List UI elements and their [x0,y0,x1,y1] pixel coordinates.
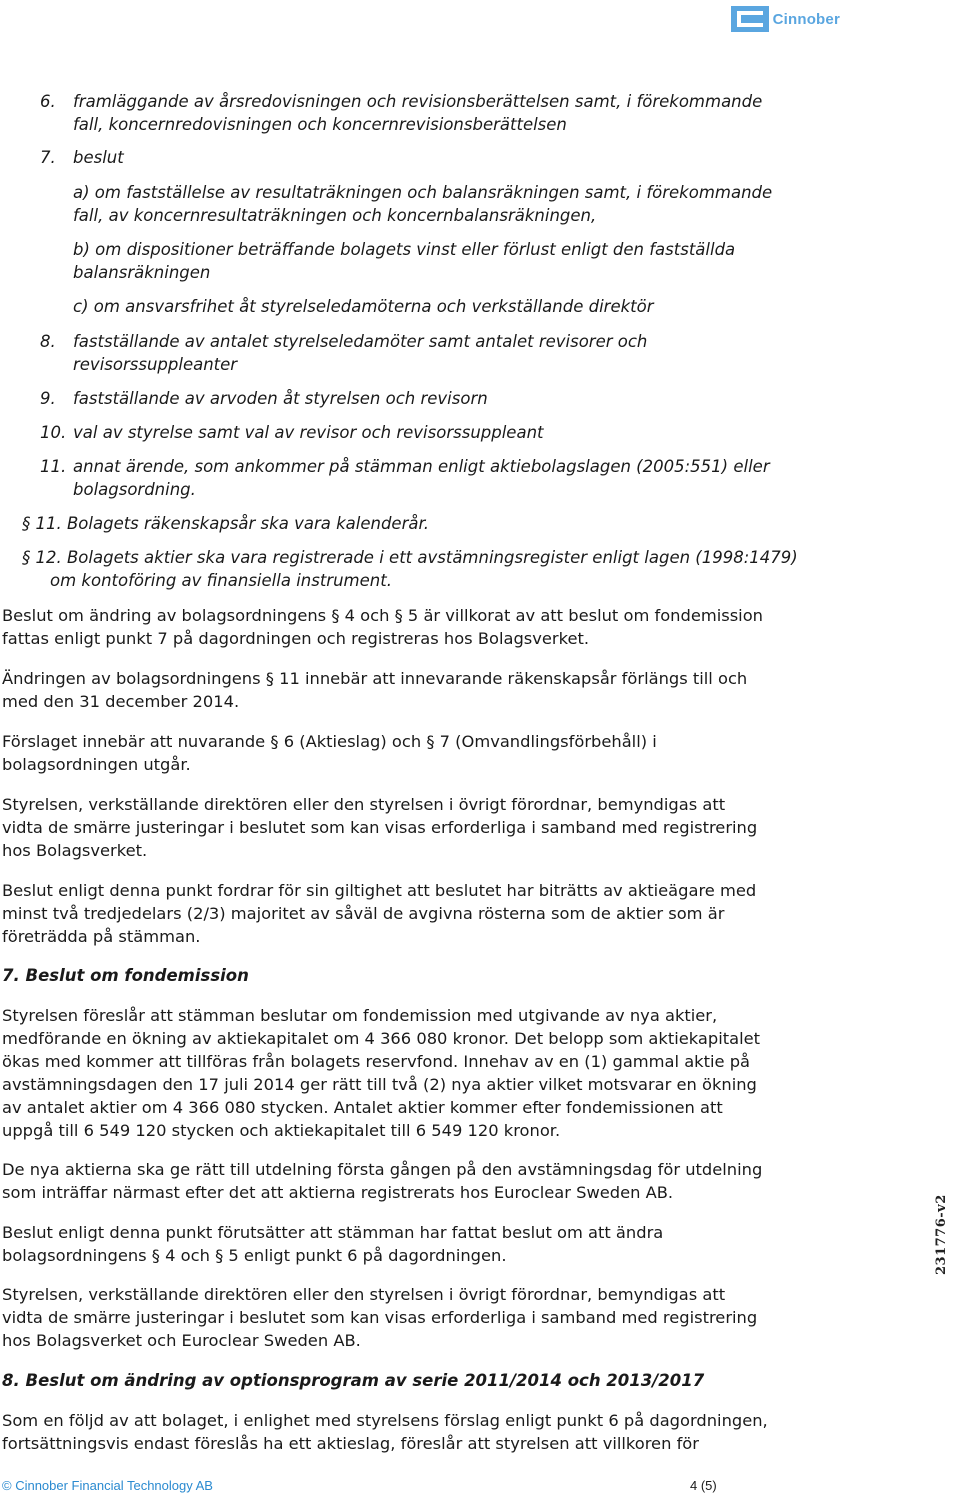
paragraph-line: bolagsordningens § 4 och § 5 enligt punkt 6 på dagordningen. [2,1246,507,1265]
paragraph-line: med den 31 december 2014. [2,692,240,711]
item-number: 8. [40,332,56,351]
paragraph-line: Beslut enligt denna punkt förutsätter att stämman har fattat beslut om att ändra [2,1223,664,1242]
list-item-text: revisorssuppleanter [73,355,238,374]
page-number: 4 (5) [690,1478,717,1493]
section-11: § 11. Bolagets räkenskapsår ska vara kalenderår. [22,514,429,533]
list-item-text: fastställande av antalet styrelseledamöter samt antalet revisorer och [73,332,648,351]
paragraph-line: fortsättningsvis endast föreslås ha ett aktieslag, föreslår att styrelsen att villkoren för [2,1434,699,1453]
list-item-text: b) om dispositioner beträffande bolagets vinst eller förlust enligt den fastställda [73,240,736,259]
list-item-text: beslut [73,148,124,167]
paragraph-line: minst två tredjedelars (2/3) majoritet av såväl de avgivna rösterna som de aktier som är [2,904,725,923]
item-number: 9. [40,389,56,408]
paragraph-line: bolagsordningen utgår. [2,755,191,774]
paragraph-line: Förslaget innebär att nuvarande § 6 (Aktieslag) och § 7 (Omvandlingsförbehåll) i [2,732,657,751]
section-12: § 12. Bolagets aktier ska vara registrerade i ett avstämningsregister enligt lagen (1998:1479) [22,548,798,567]
paragraph-line: vidta de smärre justeringar i beslutet som kan visas erforderliga i samband med registrering [2,1308,758,1327]
paragraph-line: vidta de smärre justeringar i beslutet som kan visas erforderliga i samband med registrering [2,818,758,837]
list-item-text: framläggande av årsredovisningen och revisionsberättelsen samt, i förekommande [73,92,763,111]
item-number: 7. [40,148,56,167]
cinnober-logo-icon [731,6,769,32]
paragraph-line: fattas enligt punkt 7 på dagordningen och registreras hos Bolagsverket. [2,629,590,648]
paragraph-line: hos Bolagsverket och Euroclear Sweden AB. [2,1331,361,1350]
paragraph-line: som inträffar närmast efter det att aktierna registrerats hos Euroclear Sweden AB. [2,1183,674,1202]
document-id-label: 231776-v2 [934,1194,949,1275]
list-item-text: annat ärende, som ankommer på stämman enligt aktiebolagslagen (2005:551) eller [73,457,770,476]
paragraph-line: avstämningsdagen den 17 juli 2014 ger rätt till två (2) nya aktier vilket motsvarar en ökning [2,1075,757,1094]
paragraph-line: Som en följd av att bolaget, i enlighet med styrelsens förslag enligt punkt 6 på dagordningen, [2,1411,768,1430]
section-12-cont: om kontoföring av finansiella instrument. [50,571,392,590]
list-item-text: fall, av koncernresultaträkningen och koncernbalansräkningen, [73,206,597,225]
item-number: 10. [40,423,67,442]
paragraph-line: Beslut enligt denna punkt fordrar för sin giltighet att beslutet har biträtts av aktieägare med [2,881,757,900]
list-item-text: c) om ansvarsfrihet åt styrelseledamöterna och verkställande direktör [73,297,654,316]
paragraph-line: ökas med kommer att tillföras från bolagets reservfond. Innehav av en (1) gammal aktie på [2,1052,751,1071]
company-logo [731,6,840,32]
logo-text: Cinnober [772,10,840,28]
list-item-text: balansräkningen [73,263,211,282]
heading-fondemission: 7. Beslut om fondemission [2,966,249,985]
paragraph-line: medförande en ökning av aktiekapitalet om 4 366 080 kronor. Det belopp som aktiekapitalet [2,1029,760,1048]
heading-optionsprogram: 8. Beslut om ändring av optionsprogram av serie 2011/2014 och 2013/2017 [2,1371,705,1390]
paragraph-line: Beslut om ändring av bolagsordningens § 4 och § 5 är villkorat av att beslut om fondemission [2,606,763,625]
list-item-text: fall, koncernredovisningen och koncernrevisionsberättelsen [73,115,567,134]
paragraph-line: Styrelsen föreslår att stämman beslutar om fondemission med utgivande av nya aktier, [2,1006,718,1025]
paragraph-line: företrädda på stämman. [2,927,201,946]
item-number: 11. [40,457,67,476]
paragraph-line: Styrelsen, verkställande direktören eller den styrelsen i övrigt förordnar, bemyndigas att [2,795,726,814]
paragraph-line: Styrelsen, verkställande direktören eller den styrelsen i övrigt förordnar, bemyndigas att [2,1285,726,1304]
paragraph-line: av antalet aktier om 4 366 080 stycken. Antalet aktier kommer efter fondemissionen att [2,1098,723,1117]
footer-company: © Cinnober Financial Technology AB [2,1478,213,1493]
paragraph-line: De nya aktierna ska ge rätt till utdelning första gången på den avstämningsdag för utdelning [2,1160,763,1179]
paragraph-line: hos Bolagsverket. [2,841,148,860]
list-item-text: bolagsordning. [73,480,196,499]
item-number: 6. [40,92,56,111]
paragraph-line: uppgå till 6 549 120 stycken och aktiekapitalet till 6 549 120 kronor. [2,1121,561,1140]
list-item-text: a) om fastställelse av resultaträkningen och balansräkningen samt, i förekommande [73,183,773,202]
list-item-text: val av styrelse samt val av revisor och revisorssuppleant [73,423,544,442]
list-item-text: fastställande av arvoden åt styrelsen och revisorn [73,389,488,408]
paragraph-line: Ändringen av bolagsordningens § 11 innebär att innevarande räkenskapsår förlängs till och [2,669,748,688]
